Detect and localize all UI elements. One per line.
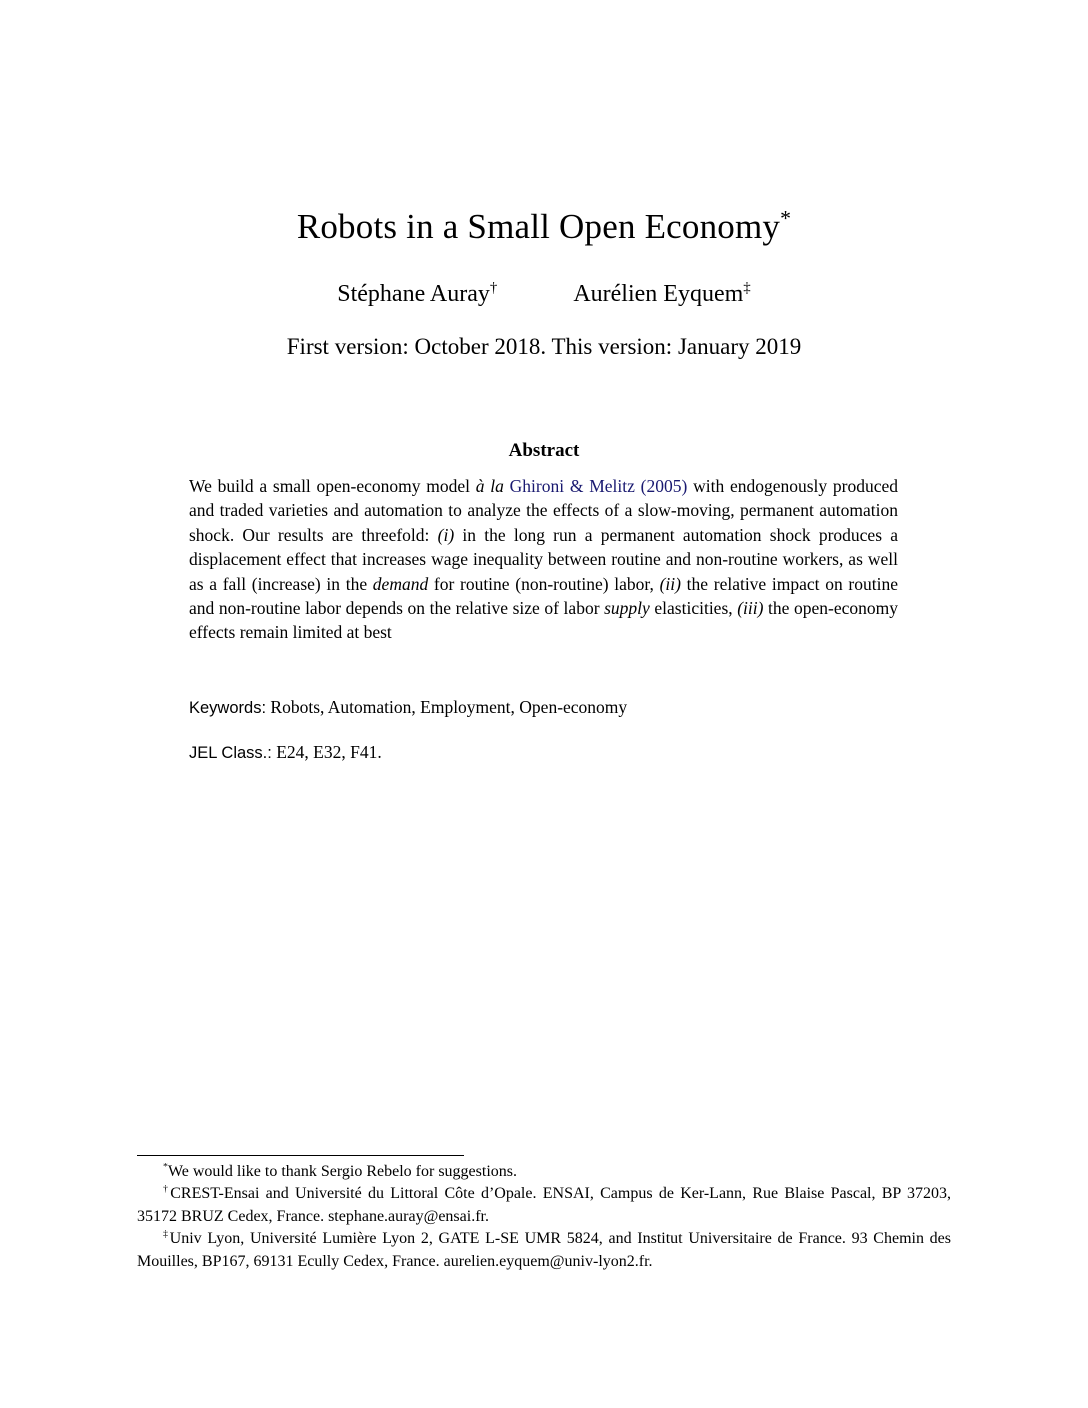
- footnote-thanks: [137, 1161, 951, 1183]
- footnote-rule: [137, 1155, 464, 1156]
- abstract-segment: We build a small open-economy model: [189, 476, 476, 496]
- paper-title: [0, 207, 1088, 247]
- footnote-text: Univ Lyon, Université Lumière Lyon 2, GATE L-SE UMR 5824, and Institut Universitaire de France. 93 Chemin des Mouilles, BP167, 69131 Ecully Cedex, France. aurelien.eyquem@univ-lyon2.fr.: [137, 1230, 952, 1270]
- footnote-text: We would like to thank Sergio Rebelo for suggestions.: [167, 1163, 517, 1180]
- abstract-segment: for routine (non-routine) labor,: [428, 573, 660, 594]
- author-2-footnote-mark: ‡: [743, 280, 751, 296]
- keywords-value: Robots, Automation, Employment, Open-economy: [266, 697, 628, 717]
- abstract-segment-italic: supply: [604, 598, 650, 619]
- abstract-heading: Abstract: [508, 440, 580, 461]
- jel-line: [189, 742, 898, 763]
- citation-link-ghironi-melitz-2005[interactable]: Ghironi & Melitz (2005): [509, 476, 688, 496]
- author-1-name: Stéphane Auray: [337, 281, 490, 307]
- footnote-mark-dagger: †: [163, 1184, 171, 1196]
- abstract-text: [189, 474, 898, 645]
- footnote-mark-asterisk: *: [163, 1161, 168, 1173]
- abstract-segment-italic: demand: [372, 573, 429, 594]
- footnote-text: CREST-Ensai and Université du Littoral Côte d’Opale. ENSAI, Campus de Ker-Lann, Rue Blaise Pascal, BP 37203, 35172 BRUZ Cedex, France. stephane.auray@ensai.fr.: [137, 1185, 951, 1225]
- abstract-segment: in the long run a permanent automation shock produces a displacement effect that increases wage inequality between routine and non-routine workers, as well as a fall (increase) in the: [189, 524, 898, 594]
- author-1-footnote-mark: †: [489, 280, 498, 296]
- keywords-line: [189, 697, 898, 718]
- jel-value: E24, E32, F41.: [271, 742, 382, 762]
- abstract-segment-italic: (i): [437, 524, 455, 545]
- abstract-segment-italic: (ii): [659, 573, 681, 594]
- paper-title-text: Robots in a Small Open Economy: [296, 207, 781, 246]
- abstract-segment: with endogenously produced and traded varieties and automation to analyze the effects of a slow-moving, permanent automation shock. Our results are threefold:: [189, 476, 899, 545]
- author-2-name: Aurélien Eyquem: [573, 281, 744, 307]
- abstract-segment: elasticities,: [649, 598, 738, 619]
- footnotes-block: [137, 1155, 951, 1273]
- footnote-author-1-affiliation: [137, 1183, 951, 1228]
- keywords-label: Keywords:: [189, 699, 267, 717]
- abstract-segment: the open-economy effects remain limited at best: [189, 598, 898, 643]
- author-1: [337, 281, 497, 308]
- version-line: First version: October 2018. This version: January 2019: [286, 334, 802, 359]
- footnote-author-2-affiliation: [137, 1228, 951, 1273]
- authors-line: [0, 281, 1088, 308]
- abstract-segment-italic: à la: [475, 476, 504, 496]
- abstract-segment-italic: (iii): [737, 598, 764, 619]
- footnote-mark-double-dagger: ‡: [163, 1228, 170, 1240]
- title-footnote-mark: *: [780, 206, 792, 231]
- author-2: [573, 281, 750, 308]
- jel-label: JEL Class.:: [189, 744, 272, 762]
- abstract-segment: the relative impact on routine and non-routine labor depends on the relative size of labor: [189, 573, 898, 619]
